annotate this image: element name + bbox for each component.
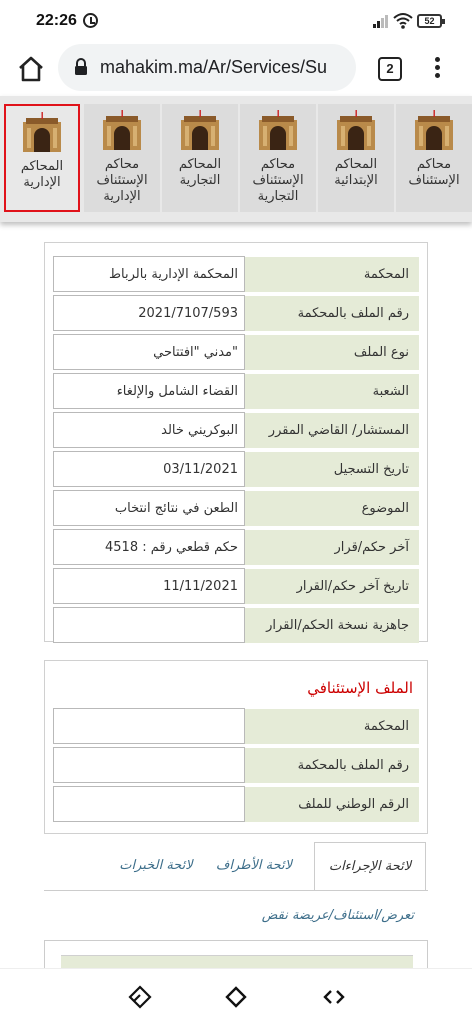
- table-row: [53, 490, 419, 526]
- table-row: [53, 529, 419, 565]
- back-icon[interactable]: [322, 985, 346, 1009]
- field-label: المحكمة: [245, 708, 419, 744]
- court-item-label: محاكم الإستئناف الإدارية: [96, 157, 148, 204]
- field-value: مدني "افتتاحي": [53, 334, 245, 370]
- field-value: [53, 708, 245, 744]
- court-type-strip: [0, 96, 472, 222]
- appeal-panel: [44, 660, 428, 834]
- court-item-label: المحاكم الإدارية: [20, 159, 64, 190]
- table-row: [53, 607, 419, 643]
- appeal-table: [53, 705, 419, 825]
- field-label: المحكمة: [245, 256, 419, 292]
- appeal-link[interactable]: تعرض/استئناف/عريضة نقض: [261, 908, 414, 923]
- procedures-table: [44, 940, 428, 968]
- court-item-3[interactable]: [162, 104, 238, 212]
- field-value: البوكريني خالد: [53, 412, 245, 448]
- court-item-0[interactable]: [396, 104, 472, 212]
- field-value: المحكمة الإدارية بالرباط: [53, 256, 245, 292]
- table-row: [53, 295, 419, 331]
- field-value: [53, 786, 245, 822]
- more-menu-icon[interactable]: [433, 57, 441, 81]
- court-item-5[interactable]: [4, 104, 80, 212]
- court-item-2[interactable]: [240, 104, 316, 212]
- tab-experts[interactable]: لائحة الخبرات: [119, 858, 193, 873]
- browser-toolbar: [0, 44, 472, 94]
- table-row: [53, 256, 419, 292]
- alarm-icon: [83, 13, 98, 28]
- court-item-label: المحاكم الإبتدائية: [334, 157, 378, 188]
- status-bar: [0, 0, 472, 44]
- field-value: [53, 607, 245, 643]
- tab-bar: [44, 842, 428, 892]
- wifi-icon: [393, 12, 413, 30]
- case-details-table: [53, 253, 419, 646]
- field-label: الموضوع: [245, 490, 419, 526]
- table-row: [53, 568, 419, 604]
- table-row: [53, 334, 419, 370]
- recent-apps-icon[interactable]: [128, 985, 152, 1009]
- field-label: نوع الملف: [245, 334, 419, 370]
- field-label: المستشار/ القاضي المقرر: [245, 412, 419, 448]
- court-item-4[interactable]: [84, 104, 160, 212]
- field-value: 2021/7107/593: [53, 295, 245, 331]
- table-row: [53, 373, 419, 409]
- url-text[interactable]: mahakim.ma/Ar/Services/Su: [100, 57, 328, 77]
- court-item-label: محاكم الإستئناف: [408, 157, 460, 188]
- clock: 22:26: [36, 12, 77, 29]
- court-building-icon: [415, 110, 453, 150]
- court-building-icon: [181, 110, 219, 150]
- field-label: الشعبة: [245, 373, 419, 409]
- field-label: تاريخ التسجيل: [245, 451, 419, 487]
- appeal-section-title: الملف الإستئنافي: [307, 679, 413, 697]
- table-row: [53, 747, 419, 783]
- field-value: [53, 747, 245, 783]
- court-building-icon: [259, 110, 297, 150]
- tab-parties[interactable]: لائحة الأطراف: [215, 858, 293, 873]
- tab-procedures[interactable]: لائحة الإجراءات: [314, 842, 426, 890]
- court-building-icon: [23, 112, 61, 152]
- tab-switcher-button[interactable]: 2: [378, 57, 402, 81]
- field-label: رقم الملف بالمحكمة: [245, 295, 419, 331]
- court-building-icon: [103, 110, 141, 150]
- field-value: 03/11/2021: [53, 451, 245, 487]
- field-label: آخر حكم/قرار: [245, 529, 419, 565]
- table-row: [53, 451, 419, 487]
- signal-icon: [373, 14, 389, 28]
- home-icon[interactable]: [16, 54, 46, 84]
- field-label: تاريخ آخر حكم/القرار: [245, 568, 419, 604]
- main-content: [0, 222, 472, 968]
- court-item-label: محاكم الإستئناف التجارية: [252, 157, 304, 204]
- court-building-icon: [337, 110, 375, 150]
- court-item-label: المحاكم التجارية: [178, 157, 222, 188]
- system-nav-bar: [0, 968, 472, 1024]
- field-label: الرقم الوطني للملف: [245, 786, 419, 822]
- field-value: 11/11/2021: [53, 568, 245, 604]
- address-bar[interactable]: [58, 44, 356, 91]
- procedures-table-header: [61, 955, 413, 968]
- field-value: الطعن في نتائج انتخاب: [53, 490, 245, 526]
- home-nav-icon[interactable]: [224, 985, 248, 1009]
- court-item-1[interactable]: [318, 104, 394, 212]
- table-row: [53, 786, 419, 822]
- field-value: حكم قطعي رقم : 4518: [53, 529, 245, 565]
- table-row: [53, 412, 419, 448]
- case-details-panel: [44, 242, 428, 642]
- lock-icon[interactable]: [74, 58, 88, 76]
- table-row: [53, 708, 419, 744]
- field-label: جاهزية نسخة الحكم/القرار: [245, 607, 419, 643]
- field-label: رقم الملف بالمحكمة: [245, 747, 419, 783]
- field-value: القضاء الشامل والإلغاء: [53, 373, 245, 409]
- battery-icon: 52: [417, 14, 442, 28]
